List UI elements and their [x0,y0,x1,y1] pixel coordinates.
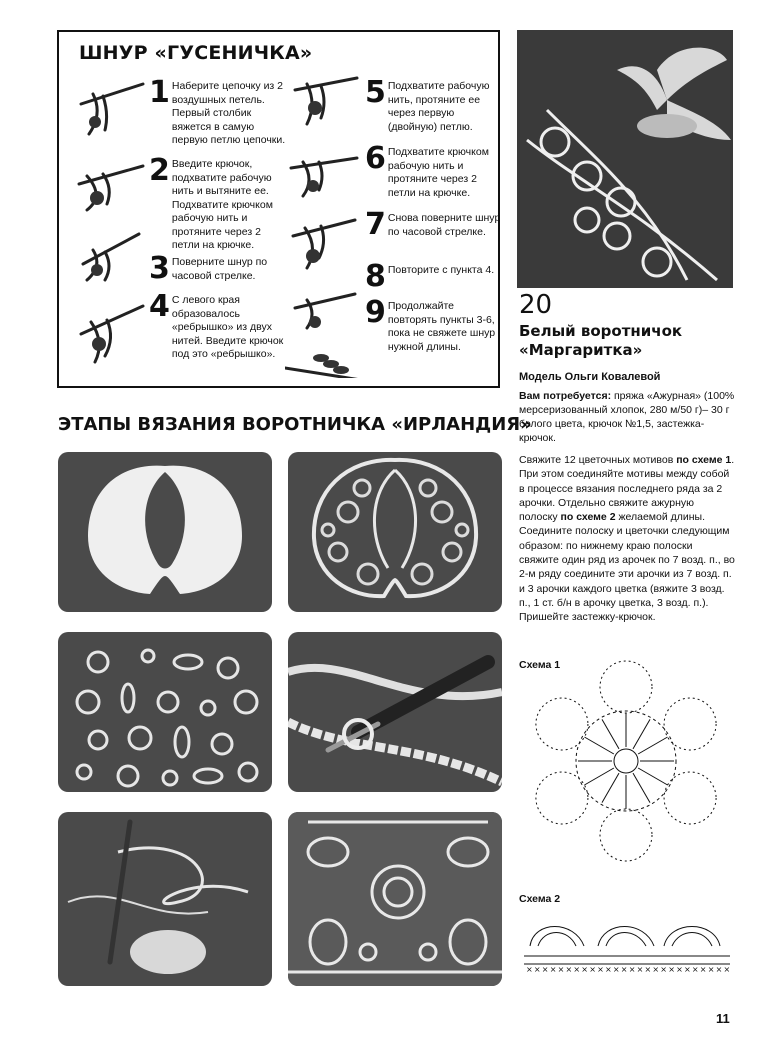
model-number: 20 [519,290,553,320]
photo-finished-collar [288,452,502,612]
step-text: Подхватите крючком рабочую нить и протяните через 2 петли на крючке. [387,146,489,199]
step-text: Повторите с пункта 4. [387,264,495,276]
svg-text:×: × [581,965,589,974]
svg-text:×: × [597,965,604,974]
scheme2-label: Схема 2 [519,893,561,905]
step-1 [149,75,290,148]
step-number: 5 [365,75,386,110]
step-text: Поверните шнур по часовой стрелке. [171,256,268,282]
photo-lace-closeup [288,812,502,986]
scheme1-label: Схема 1 [519,659,561,671]
materials-text: пряжа «Ажурная» (100% мерсеризованный хлопок, 280 м/50 г)– 30 г белого цвета, крючок №1,5, застежка-крючок. [519,390,735,444]
step-text: Снова поверните шнур по часовой стрелке. [387,212,501,238]
svg-text:×: × [526,965,533,974]
shnur-instruction-box [57,30,500,388]
materials-label: Вам потребуется: [519,390,612,402]
svg-text:×: × [636,965,644,974]
svg-text:×: × [676,965,683,974]
step-text: Подхватите рабочую нить, протяните ее через первую (двойную) петлю. [387,80,490,133]
svg-text:×: × [573,965,581,974]
step-8 [365,259,506,294]
photo-hook-joining [288,632,502,792]
page-number: 11 [716,1011,730,1026]
step-3 [149,251,290,286]
scheme2-ref: по схеме 2 [560,511,616,524]
instructions-text: желаемой длины. Соедините полоску и цветочки следующим образом: по нижнему краю полоски свяжите один ряд из арочек по 7 возд. п., во 2-м ряду соедините эти арочки из 7 возд. п. и 3 арочки каждого цветка (вяжите 3 возд. п., 1 ст. б/н в арочку цветка, 3 возд. п.). Пришейте застежку-крючок. [519,511,735,624]
svg-text:×: × [565,965,573,974]
svg-text:×: × [684,965,691,974]
svg-text:×: × [549,965,557,974]
svg-text:×: × [691,965,699,974]
step-number: 2 [149,153,170,188]
svg-text:×: × [660,965,668,974]
svg-text:×: × [699,965,707,974]
photo-crochet-motifs [58,632,272,792]
hands-illustration-right [285,68,365,378]
step-number: 6 [365,141,386,176]
step-number: 9 [365,295,386,330]
photo-yarn-and-hook [58,812,272,986]
step-2 [149,153,290,253]
step-number: 7 [365,207,386,242]
step-number: 8 [365,259,386,294]
scheme1-ref: по схеме 1 [676,454,732,466]
irlandiya-title: ЭТАПЫ ВЯЗАНИЯ ВОРОТНИЧКА «ИРЛАНДИЯ» [58,414,532,435]
hands-illustration-left [73,74,149,374]
step-6 [365,141,506,200]
svg-text:×: × [668,965,675,974]
step-text: Продолжайте повторять пункты 3-6, пока не свяжете шнур нужной длины. [387,300,496,353]
instructions-text: . При этом соединяйте мотивы между собой в процессе вязания последнего ряда за 2 арочки. Отдельно свяжите ажурную полоску [519,454,735,524]
instructions-paragraph [519,453,735,625]
photo-collar-template [58,452,272,612]
svg-text:×: × [620,965,628,974]
svg-text:×: × [723,965,730,974]
svg-text:×: × [612,965,620,974]
svg-text:×: × [707,965,715,974]
svg-text:×: × [628,965,636,974]
svg-text:×: × [533,965,541,974]
svg-text:×: × [541,965,549,974]
step-number: 3 [149,251,170,286]
svg-text:×: × [605,965,612,974]
scheme2-diagram [524,906,730,976]
step-4 [149,289,290,362]
model-author: Модель Ольги Ковалевой [519,371,661,383]
step-text: Наберите цепочку из 2 воздушных петель. Первый столбик вяжется в самую первую петлю цепочки. [171,80,286,146]
svg-text:×: × [644,965,652,974]
step-number: 1 [149,75,170,110]
svg-text:×: × [652,965,660,974]
step-number: 4 [149,289,170,324]
step-text: С левого края образовалось «ребрышко» из двух нитей. Введите крючок под это «ребрышко». [171,294,284,360]
step-5 [365,75,506,134]
svg-text:×: × [715,965,723,974]
model-title: Белый воротничок «Маргаритка» [519,322,683,359]
instructions-text: Свяжите 12 цветочных мотивов [519,454,677,466]
svg-text:×: × [557,965,565,974]
svg-text:×: × [589,965,596,974]
step-9 [365,295,506,354]
scheme1-diagram [519,654,733,868]
materials-paragraph [519,389,735,445]
step-7 [365,207,506,242]
step-text: Введите крючок, подхватите рабочую нить и вытяните ее. Подхватите крючком рабочую нить и протяните через 2 петли на крючке. [171,158,273,251]
photo-margaritka-collar [517,30,733,288]
shnur-title: ШНУР «ГУСЕНИЧКА» [79,42,313,64]
